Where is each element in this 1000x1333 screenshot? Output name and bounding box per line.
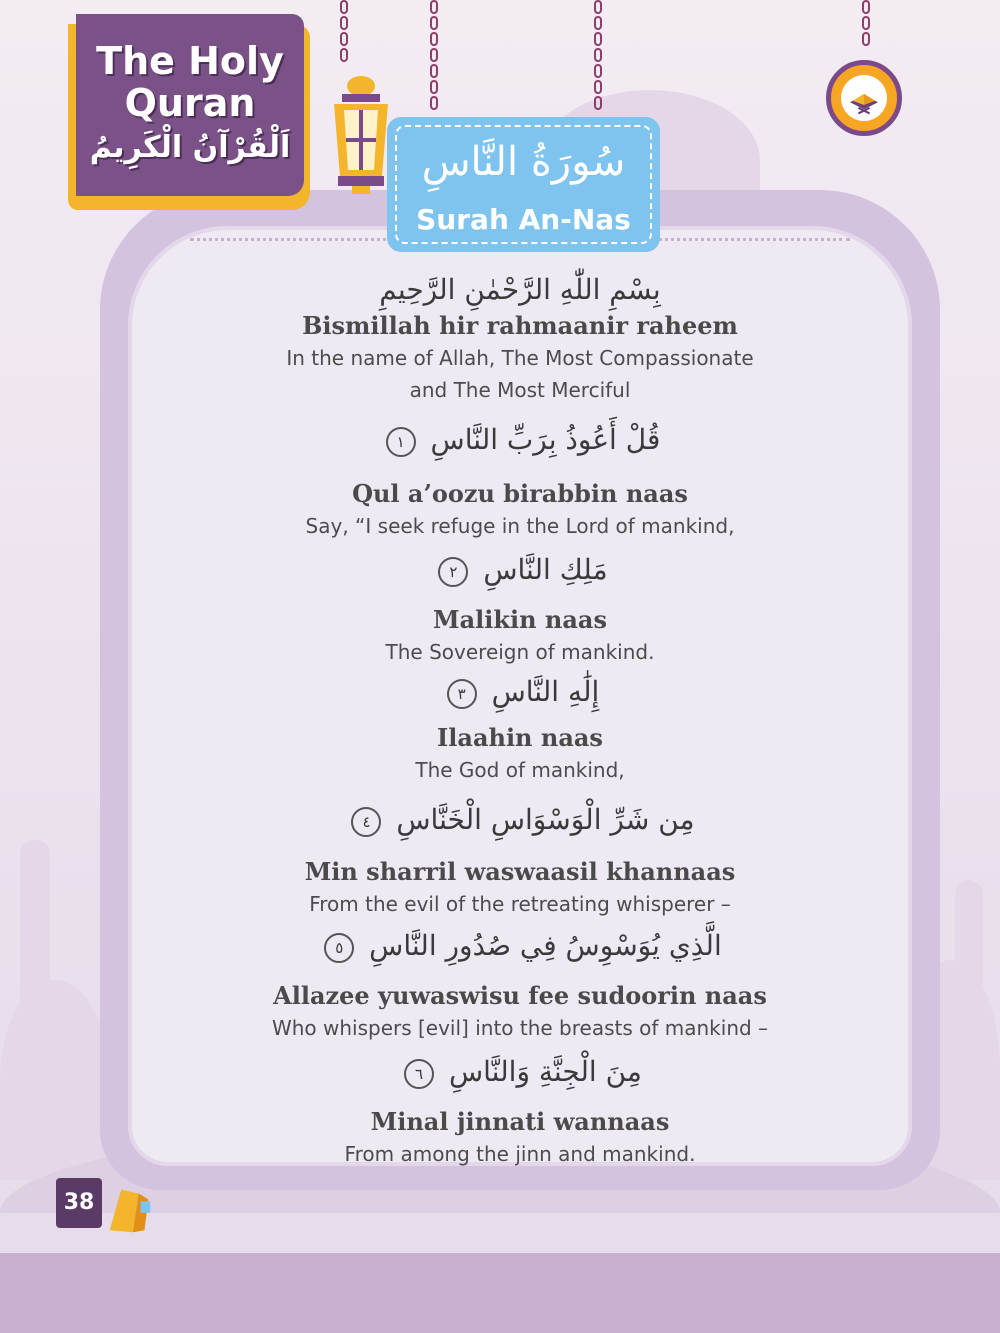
verse-transliteration: Min sharril waswaasil khannaas	[304, 857, 736, 886]
verse-block	[150, 550, 890, 672]
title-banner	[76, 14, 304, 196]
verse-block	[150, 1052, 890, 1170]
verse-block	[150, 800, 890, 926]
gift-box-icon	[100, 1180, 158, 1238]
dome-left-silhouette	[0, 980, 110, 1180]
verse-block	[150, 926, 890, 1052]
verse-arabic-line	[150, 672, 890, 712]
verse-arabic-line	[150, 1052, 890, 1092]
verse-meaning: The God of mankind,	[415, 758, 625, 782]
verse-transliteration: Bismillah hir rahmaanir raheem	[302, 311, 738, 340]
verse-transliteration: Allazee yuwaswisu fee sudoorin naas	[273, 981, 767, 1010]
verse-arabic: مَلِكِ النَّاسِ	[483, 553, 608, 586]
verse-transliteration: Qul a’oozu birabbin naas	[352, 479, 688, 508]
verse-number: ٢	[438, 557, 468, 587]
book-title-arabic: اَلْقُرْآنُ الْكَرِيمُ	[89, 130, 291, 165]
quran-badge	[826, 60, 902, 136]
hanging-chain	[862, 0, 870, 48]
verse-arabic-line	[150, 800, 890, 840]
page-number: 38	[56, 1178, 102, 1228]
verse-block	[150, 672, 890, 800]
book-title: The Holy Quran	[96, 39, 284, 125]
verse-number: ٤	[351, 807, 381, 837]
verse-block	[150, 420, 890, 550]
verse-meaning: Say, “I seek refuge in the Lord of mankind,	[305, 514, 735, 538]
surah-header	[387, 117, 660, 252]
verse-arabic: مِن شَرِّ الْوَسْوَاسِ الْخَنَّاسِ	[396, 803, 695, 836]
verse-transliteration: Ilaahin naas	[437, 723, 603, 752]
verse-number: ٣	[447, 679, 477, 709]
verse-meaning: From among the jinn and mankind.	[344, 1142, 696, 1166]
verse-arabic: قُلْ أَعُوذُ بِرَبِّ النَّاسِ	[430, 423, 661, 456]
verse-meaning: In the name of Allah, The Most Compassionate	[286, 346, 754, 370]
verse-meaning: From the evil of the retreating whisperer –	[309, 892, 731, 916]
verse-meaning: and The Most Merciful	[409, 378, 631, 402]
verse-arabic: الَّذِي يُوَسْوِسُ فِي صُدُورِ النَّاسِ	[369, 929, 722, 962]
bottom-band	[0, 1253, 1000, 1333]
verse-number: ٥	[324, 933, 354, 963]
verse-meaning: The Sovereign of mankind.	[385, 640, 655, 664]
verse-block	[150, 270, 890, 420]
hanging-chain	[430, 0, 438, 112]
lantern-chain	[340, 0, 348, 64]
surah-name-arabic: سُورَةُ النَّاسِ	[421, 139, 626, 185]
verse-number: ٦	[404, 1059, 434, 1089]
verse-arabic: مِنَ الْجِنَّةِ وَالنَّاسِ	[448, 1055, 642, 1088]
verse-meaning: Who whispers [evil] into the breasts of mankind –	[271, 1016, 769, 1040]
verse-transliteration: Minal jinnati wannaas	[370, 1107, 670, 1136]
surah-name: Surah An-Nas	[416, 203, 631, 236]
hanging-chain	[594, 0, 602, 112]
quran-stand-icon	[843, 77, 885, 119]
verse-transliteration: Malikin naas	[433, 605, 607, 634]
verse-arabic: بِسْمِ اللّٰهِ الرَّحْمٰنِ الرَّحِيمِ	[379, 273, 661, 306]
verse-number: ١	[386, 427, 416, 457]
verse-arabic-line	[150, 420, 890, 460]
verse-arabic-line	[150, 926, 890, 966]
verse-arabic-line	[150, 550, 890, 590]
verse-arabic: إِلَٰهِ النَّاسِ	[491, 675, 600, 708]
surah-content	[150, 270, 890, 1170]
